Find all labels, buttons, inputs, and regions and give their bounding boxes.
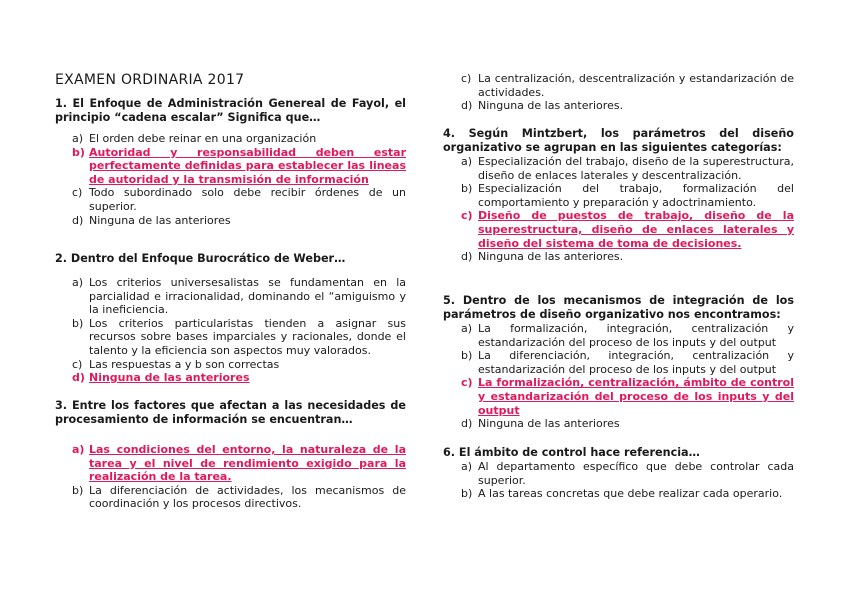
question-1 (55, 97, 406, 227)
option-a: a) Al departamento específico que debe controlar cada superior. (461, 460, 794, 487)
option-c: c) La centralización, descentralización y estandarización de actividades. (461, 72, 794, 99)
option-b: b) La diferenciación, integración, centralización y estandarización del proceso de los inputs y del output (461, 349, 794, 376)
question-2 (55, 252, 406, 385)
option-d: d) Ninguna de las anteriores (72, 213, 231, 227)
option-c: c) Todo subordinado solo debe recibir órdenes de un superior. (72, 186, 406, 213)
page-title: EXAMEN ORDINARIA 2017 (55, 72, 245, 88)
option-a: a) La formalización, integración, centralización y estandarización del proceso de los inputs y del output (461, 322, 794, 349)
question-5 (443, 294, 794, 431)
option-d-correct: d) Ninguna de las anteriores (72, 371, 250, 385)
question-heading: 4. Según Mintzbert, los parámetros del diseño organizativo se agrupan en las siguientes categorías: (443, 127, 794, 154)
question-heading: 6. El ámbito de control hace referencia… (443, 446, 700, 459)
option-c-correct: c) Diseño de puestos de trabajo, diseño de la superestructura, diseño de enlaces laterales y diseño del sistema de toma de decisiones. (461, 209, 794, 250)
option-b: b) Especialización del trabajo, formalización del comportamiento y preparación y adoctrinamiento. (461, 182, 794, 209)
option-a: a) Los criterios universesalistas se fundamentan en la parcialidad e irracionalidad, dominando el “amiguismo y la ineficiencia. (72, 276, 406, 317)
option-b: b) Los criterios particularistas tienden a asignar sus recursos sobre bases imparciales y racionales, donde el talento y la eficiencia son aspectos muy valorados. (72, 316, 406, 357)
option-b: b) A las tareas concretas que debe realizar cada operario. (461, 487, 783, 501)
question-heading: 1. El Enfoque de Administración Genereal de Fayol, el principio “cadena escalar” Significa que… (55, 97, 406, 124)
option-d: d) Ninguna de las anteriores. (461, 99, 624, 113)
option-d: d) Ninguna de las anteriores. (461, 250, 624, 264)
question-6 (443, 446, 794, 501)
question-3 (55, 399, 406, 511)
question-heading: 2. Dentro del Enfoque Burocrático de Weber… (55, 252, 346, 265)
option-a: a) Especialización del trabajo, diseño de la superestructura, diseño de enlaces laterales y descentralización. (461, 155, 794, 182)
option-c-correct: c) La formalización, centralización, ámbito de control y estandarización del proceso de los inputs y del output (461, 376, 794, 417)
question-heading: 3. Entre los factores que afectan a las necesidades de procesamiento de información se encuentran… (55, 399, 406, 426)
option-a-correct: a) Las condiciones del entorno, la naturaleza de la tarea y el nivel de rendimiento exigido para la realización de la tarea. (72, 443, 406, 484)
question-4 (443, 127, 794, 264)
option-c: c) Las respuestas a y b son correctas (72, 357, 280, 371)
question-3-continued (443, 72, 794, 113)
option-b-correct: b) Autoridad y responsabilidad deben estar perfectamente definidas para establecer las lineas de autoridad y la transmisión de información (72, 145, 406, 186)
option-b: b) La diferenciación de actividades, los mecanismos de coordinación y los procesos directivos. (72, 483, 406, 511)
option-d: d) Ninguna de las anteriores (461, 417, 620, 431)
option-a: a) El orden debe reinar en una organización (72, 132, 317, 145)
question-heading: 5. Dentro de los mecanismos de integración de los parámetros de diseño organizativo nos encontramos: (443, 294, 794, 321)
